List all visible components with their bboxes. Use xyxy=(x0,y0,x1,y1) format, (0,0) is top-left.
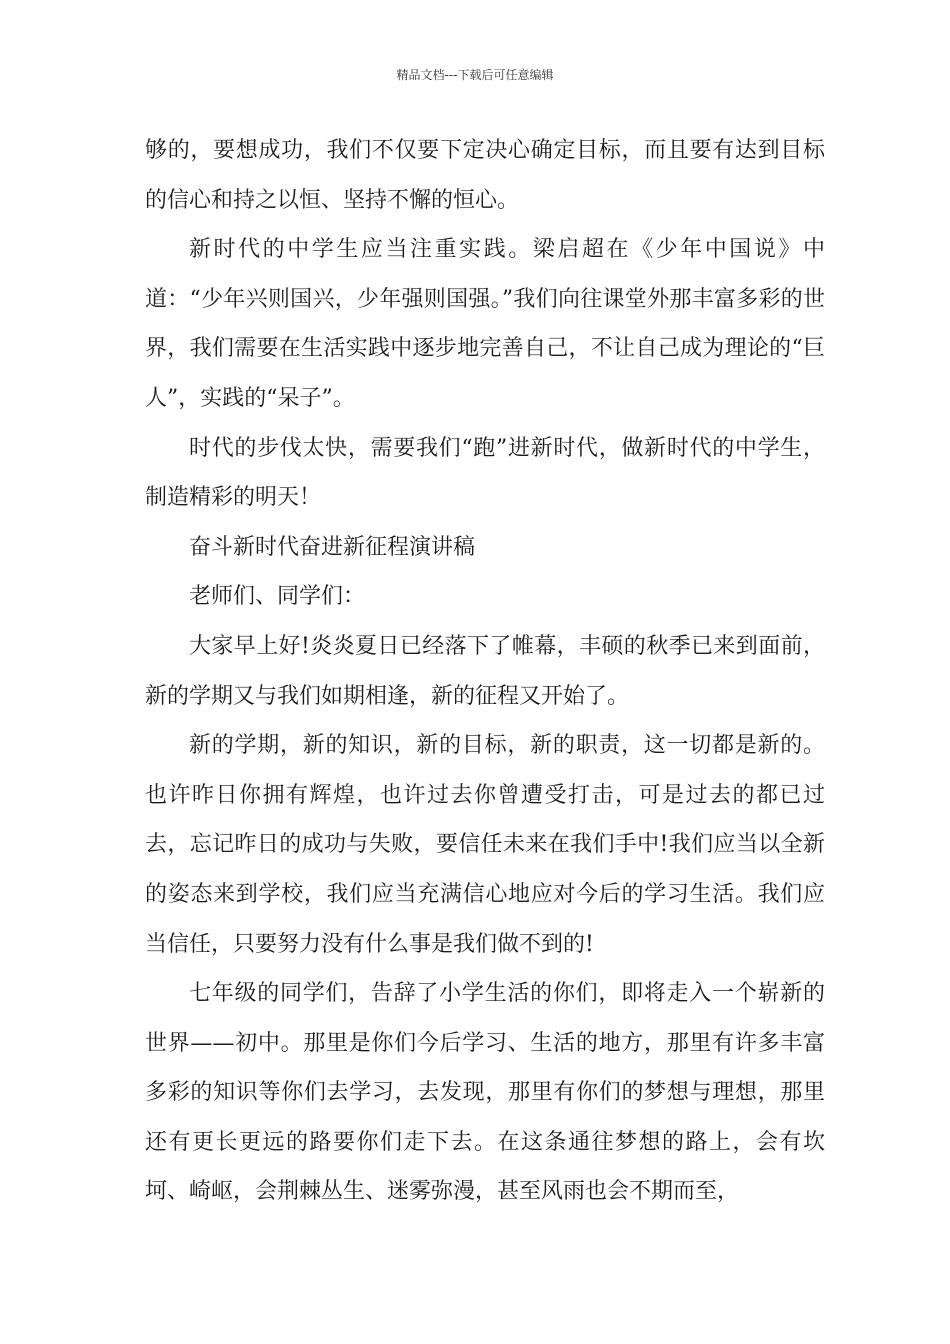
salutation: 老师们、同学们： xyxy=(189,584,366,610)
paragraph: 新的学期，新的知识，新的目标，新的职责，这一切都是新的。也许昨日你拥有辉煌，也许过去你曾遭受打击，可是过去的都已过去，忘记昨日的成功与失败，要信任未来在我们手中!我们应当以全新的姿态来到学校，我们应当充满信心地应对今后的学习生活。我们应当信任，只要努力没有什么事是我们做不到的! xyxy=(145,733,825,957)
paragraph: 新时代的中学生应当注重实践。梁启超在《少年中国说》中道：“少年兴则国兴，少年强则国强。”我们向往课堂外那丰富多彩的世界，我们需要在生活实践中逐步地完善自己，不让自己成为理论的“巨人”，实践的“呆子”。 xyxy=(145,237,825,411)
paragraph: 七年级的同学们，告辞了小学生活的你们，即将走入一个崭新的世界——初中。那里是你们今后学习、生活的地方，那里有许多丰富多彩的知识等你们去学习，去发现，那里有你们的梦想与理想，那里还有更长更远的路要你们走下去。在这条通往梦想的路上，会有坎坷、崎岖，会荆棘丛生、迷雾弥漫，甚至风雨也会不期而至， xyxy=(145,981,825,1205)
paragraph: 大家早上好!炎炎夏日已经落下了帷幕，丰硕的秋季已来到面前，新的学期又与我们如期相逢，新的征程又开始了。 xyxy=(145,633,825,709)
page-header: 精品文档---下载后可任意编辑 xyxy=(396,68,554,82)
paragraph: 够的，要想成功，我们不仅要下定决心确定目标，而且要有达到目标的信心和持之以恒、坚持不懈的恒心。 xyxy=(145,138,825,213)
section-title: 奋斗新时代奋进新征程演讲稿 xyxy=(189,534,476,560)
paragraph: 时代的步伐太快，需要我们“跑”进新时代，做新时代的中学生，制造精彩的明天！ xyxy=(145,435,825,511)
document-body xyxy=(145,126,825,1217)
